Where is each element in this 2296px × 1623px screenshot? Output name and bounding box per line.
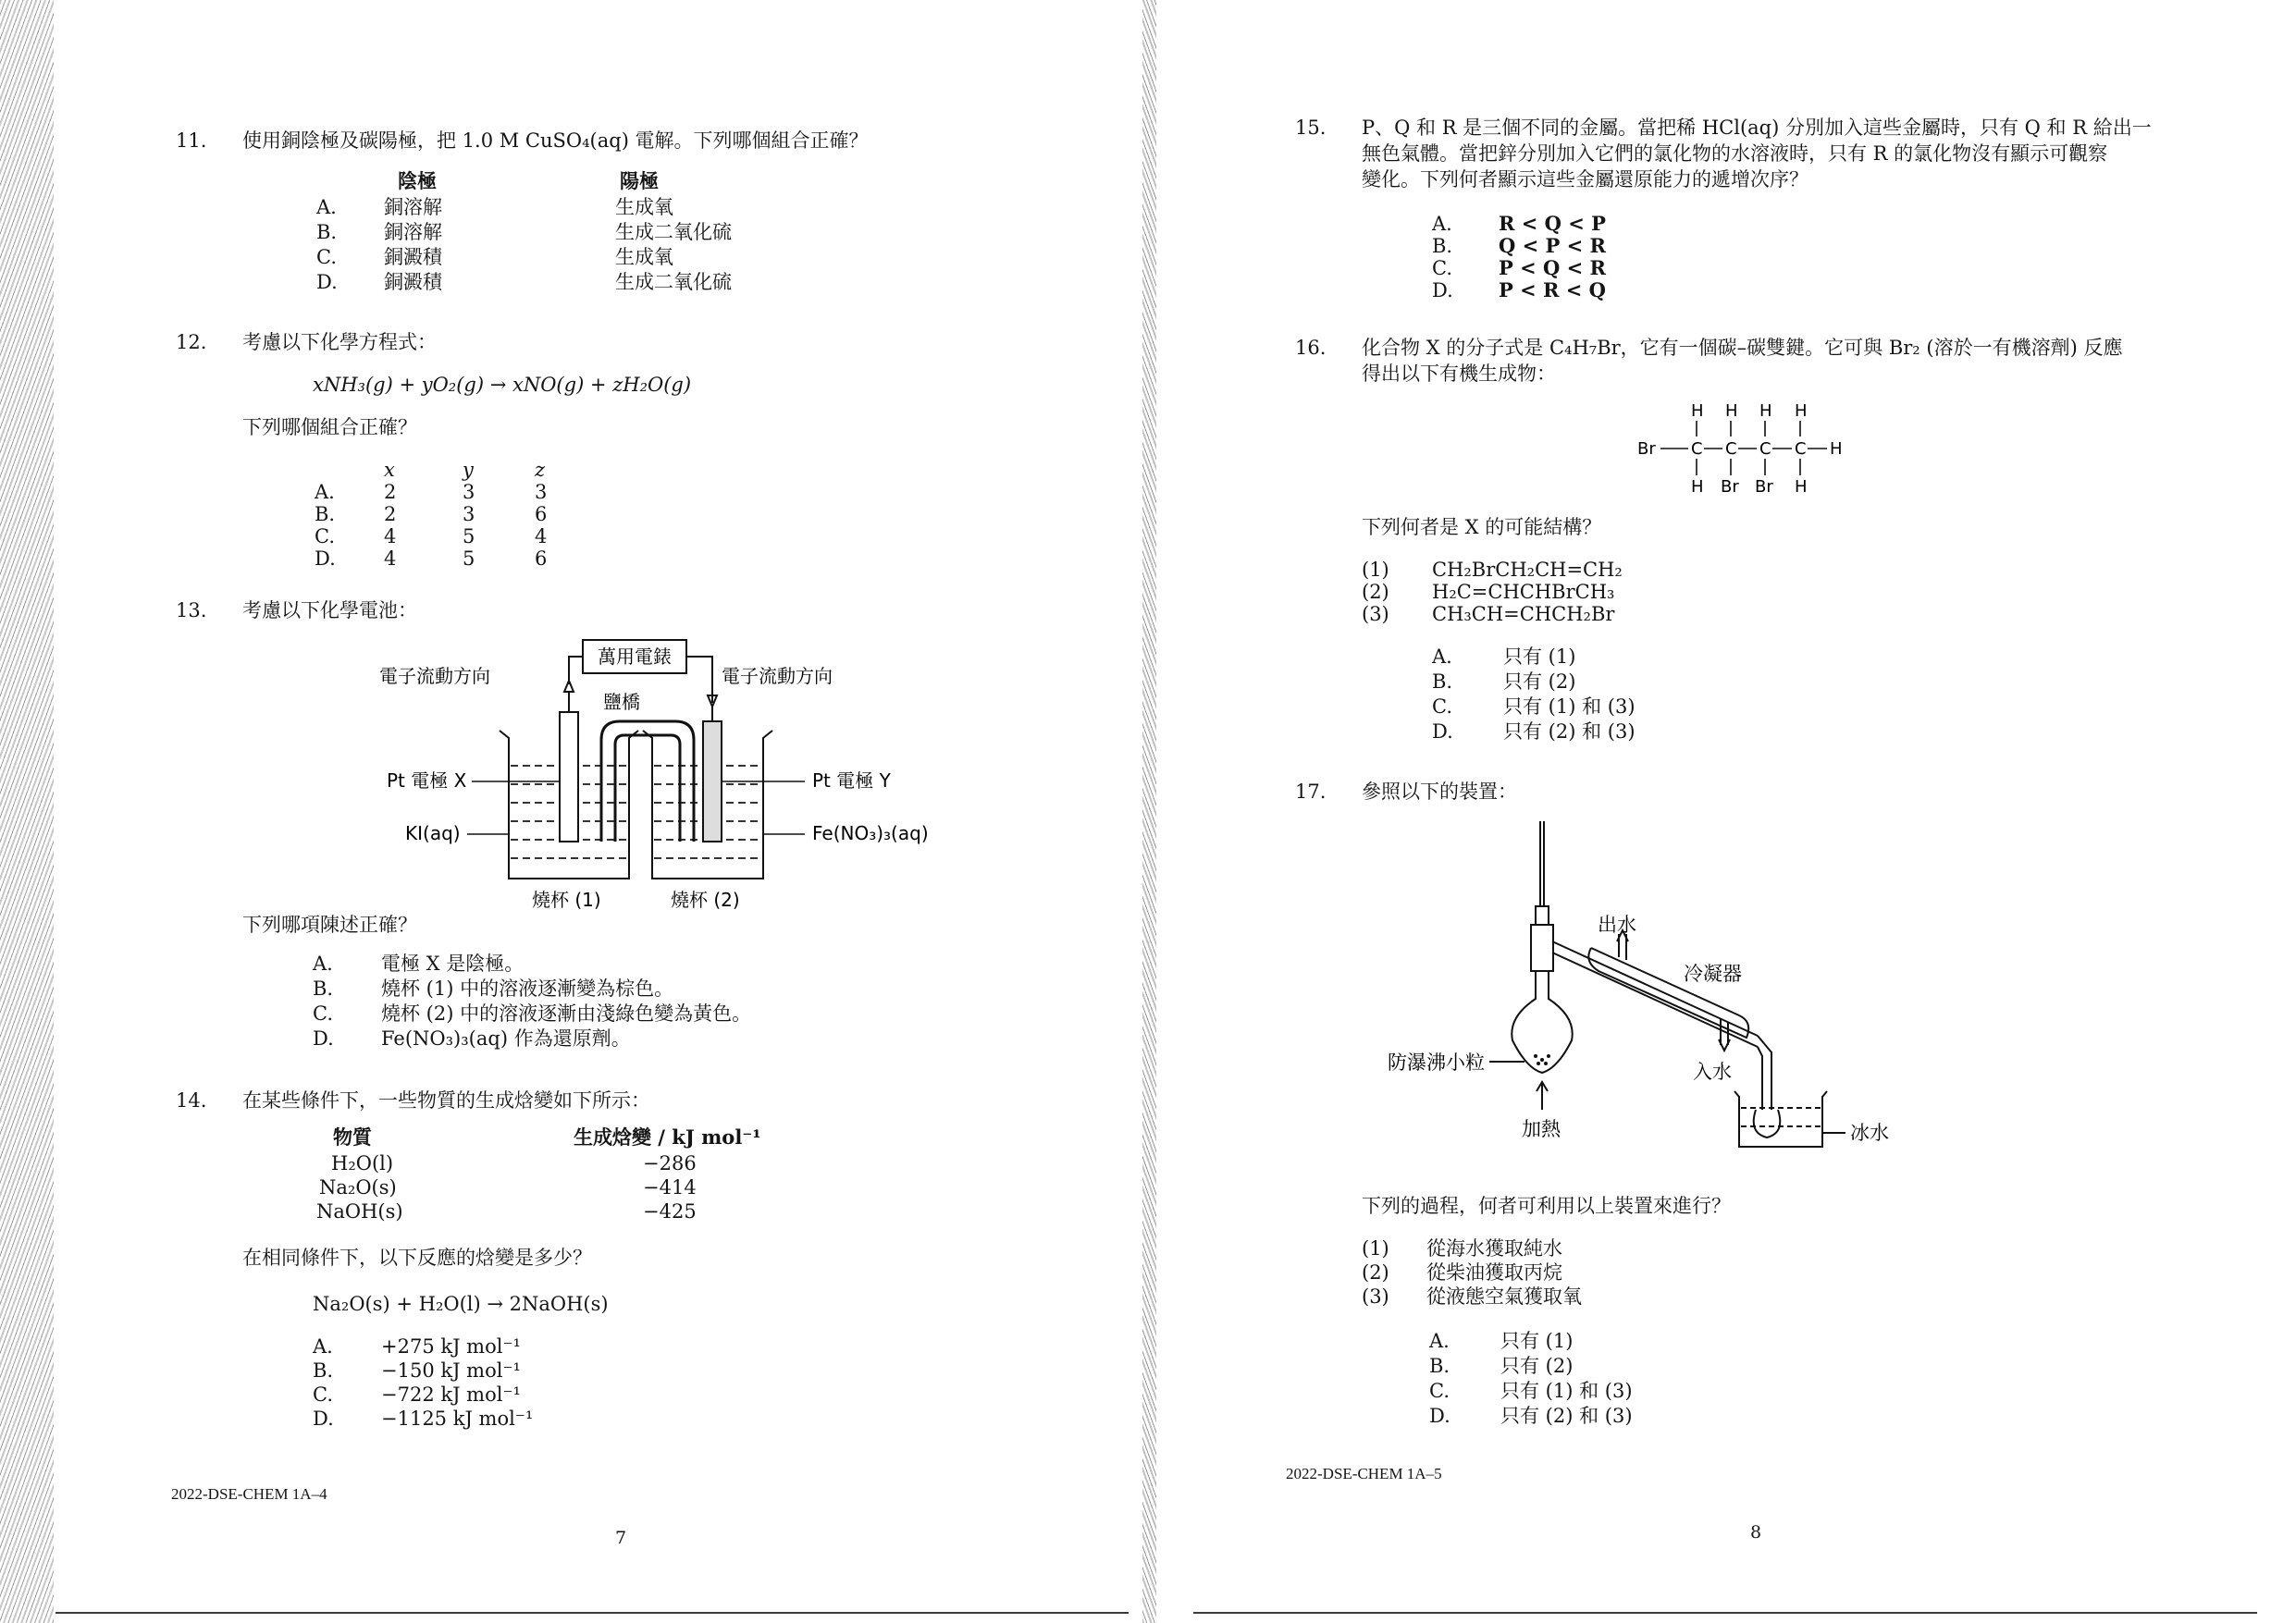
option-text: 燒杯 (2) 中的溶液逐漸由淺綠色變為黃色。 [381,1002,752,1025]
chemical-equation: Na₂O(s) + H₂O(l) → 2NaOH(s) [313,1293,609,1315]
question-number: 16. [1295,337,1327,359]
column-header-x: x [384,459,395,481]
substance: Na₂O(s) [319,1176,397,1199]
organic-structure-diagram [1637,398,1859,499]
option-label: C. [1432,695,1452,718]
option-label: C. [1429,1380,1450,1402]
question-17-options [1295,1193,2257,1443]
page-number: 8 [1750,1522,1762,1543]
option-label: B. [313,977,334,1000]
solution-left-label: KI(aq) [405,822,461,844]
heat-label: 加熱 [1522,1118,1561,1140]
value-x: 2 [384,503,397,525]
structure-carbon-4: C [1795,439,1807,459]
value-z: 6 [535,503,548,525]
option-text: 只有 (1) 和 (3) [1500,1380,1633,1402]
electron-flow-right-label: 電子流動方向 [722,665,833,687]
question-line: 無色氣體。當把鋅分別加入它們的氯化物的水溶液時，只有 R 的氯化物沒有顯示可觀察 [1362,142,2108,165]
question-number: 12. [176,331,207,353]
chemical-equation: xNH₃(g) + yO₂(g) → xNO(g) + zH₂O(g) [313,374,692,396]
question-text: 參照以下的裝置： [1362,781,1517,803]
question-number: 11. [176,129,207,152]
option-label: A. [1432,646,1452,668]
arrow-up-icon [564,681,574,692]
water-in-label: 入水 [1693,1061,1732,1083]
question-line: 變化。下列何者顯示這些金屬還原能力的遞增次序？ [1362,168,1808,191]
process-label: (3) [1362,1285,1389,1308]
enthalpy-value: −425 [643,1200,697,1223]
question-number: 15. [1295,117,1327,139]
apparatus-drawing [1489,821,1845,1147]
option-text: P < Q < R [1499,256,1606,279]
scan-bottom-rule [56,1612,1129,1614]
question-13-options [176,912,1101,1060]
option-anode: 生成二氧化硫 [615,271,732,293]
option-label: B. [1432,235,1453,257]
option-label: D. [315,547,336,570]
substance: NaOH(s) [316,1200,403,1223]
structure-right-h: H [1830,439,1843,459]
question-12 [176,329,1101,579]
option-label: B. [1429,1355,1450,1377]
solution-right-label: Fe(NO₃)₃(aq) [812,822,929,844]
column-header-enthalpy: 生成焓變 / kJ mol⁻¹ [574,1125,761,1149]
option-text: 只有 (1) [1500,1330,1574,1352]
structure-top-h1: H [1691,401,1704,421]
option-text: 只有 (2) 和 (3) [1503,720,1636,743]
option-text: 只有 (1) 和 (3) [1503,695,1636,718]
structure-carbon-1: C [1691,439,1703,459]
column-header-cathode: 陰極 [398,169,437,192]
question-number: 13. [176,599,207,621]
column-header-z: z [535,459,546,481]
beaker-1-label: 燒杯 (1) [532,889,601,911]
distillation-apparatus-diagram [1388,814,1906,1184]
question-17 [1295,779,2257,816]
water-out-label: 出水 [1598,914,1636,936]
option-label: A. [316,196,337,218]
option-label: D. [313,1408,334,1430]
option-cathode: 銅溶解 [384,221,442,243]
question-prompt: 在相同條件下，以下反應的焓變是多少？ [242,1247,592,1269]
option-label: D. [1429,1405,1450,1427]
salt-bridge-label: 鹽橋 [603,691,640,713]
value-x: 2 [384,481,397,503]
value-y: 5 [463,547,475,570]
option-label: D. [316,271,338,293]
value-z: 6 [535,547,548,570]
column-header-anode: 陽極 [620,169,659,192]
process-text: 從液態空氣獲取氧 [1426,1285,1582,1308]
electrochemical-cell-diagram [370,629,944,916]
footer-code: 2022-DSE-CHEM 1A–4 [171,1485,327,1503]
option-text: −150 kJ mol⁻¹ [381,1359,521,1382]
question-prompt: 下列哪個組合正確？ [242,416,417,438]
electrode-x [560,712,578,842]
option-anode: 生成氧 [615,196,673,218]
wire-left [569,657,583,684]
option-text: 電極 X 是陰極。 [381,953,525,975]
question-15 [1295,115,2257,309]
multimeter-label: 萬用電錶 [598,646,672,668]
process-label: (2) [1362,1261,1389,1284]
option-label: C. [313,1383,333,1406]
option-label: C. [1432,257,1452,279]
option-label: D. [1432,720,1453,743]
structure-label: (3) [1362,603,1389,625]
option-text: P < R < Q [1499,278,1606,301]
option-label: C. [313,1002,333,1025]
anti-bumping-granules [1534,1054,1550,1065]
option-label: B. [315,503,336,525]
option-text: Fe(NO₃)₃(aq) 作為還原劑。 [381,1027,631,1050]
question-prompt: 下列哪項陳述正確？ [242,914,417,936]
option-text: Q < P < R [1499,234,1606,257]
option-text: 只有 (2) [1503,670,1576,693]
option-label: A. [1432,213,1452,235]
question-14 [176,1088,1101,1430]
structure-label: (2) [1362,581,1389,603]
option-label: B. [1432,670,1453,693]
question-text: 考慮以下化學電池： [242,599,417,621]
structure-carbon-2: C [1725,439,1737,459]
electrode-x-label: Pt 電極 X [387,769,467,792]
option-cathode: 銅澱積 [384,271,442,293]
structure-top-h3: H [1759,401,1772,421]
value-x: 4 [384,525,397,547]
option-text: 只有 (1) [1503,646,1576,668]
value-z: 3 [535,481,548,503]
structure-top-h2: H [1725,401,1738,421]
question-prompt: 下列何者是 X 的可能結構？ [1362,516,1602,538]
scan-shadow-left [0,0,54,1623]
enthalpy-value: −286 [643,1152,697,1174]
process-text: 從柴油獲取丙烷 [1426,1261,1562,1284]
option-label: B. [313,1359,334,1382]
structure-left-br: Br [1637,439,1656,459]
option-text: 只有 (2) 和 (3) [1500,1405,1633,1427]
structure-formula: CH₂BrCH₂CH=CH₂ [1432,559,1623,581]
option-text: R < Q < P [1499,212,1606,235]
option-label: C. [316,246,337,268]
condenser-label: 冷凝器 [1684,963,1742,985]
question-line: P、Q 和 R 是三個不同的金屬。當把稀 HCl(aq) 分別加入這些金屬時，只有 Q 和 R 給出一 [1362,117,2152,139]
structure-bottom-2: Br [1721,477,1739,497]
value-y: 3 [463,503,475,525]
footer-code: 2022-DSE-CHEM 1A–5 [1286,1465,1442,1482]
option-anode: 生成氧 [615,246,673,268]
option-label: B. [316,221,338,243]
question-line: 得出以下有機生成物： [1362,363,1556,385]
question-text: 使用銅陰極及碳陽極，把 1.0 M CuSO₄(aq) 電解。下列哪個組合正確？ [242,129,869,152]
value-z: 4 [535,525,548,547]
process-text: 從海水獲取純水 [1426,1237,1562,1260]
column-header-y: y [463,459,474,481]
option-label: A. [313,1335,333,1358]
process-label: (1) [1362,1237,1389,1260]
option-text: 只有 (2) [1500,1355,1574,1377]
column-header-substance: 物質 [333,1125,372,1149]
scan-bottom-rule [1193,1612,2257,1614]
structure-label: (1) [1362,559,1389,581]
question-text: 考慮以下化學方程式： [242,331,437,353]
option-label: A. [313,953,333,975]
page-number: 7 [615,1528,627,1548]
option-label: D. [1432,279,1453,301]
structure-carbon-3: C [1759,439,1771,459]
beaker-2-label: 燒杯 (2) [671,889,740,911]
structure-formula: H₂C=CHCHBrCH₃ [1432,581,1615,603]
option-text: 燒杯 (1) 中的溶液逐漸變為棕色。 [381,977,674,1000]
value-y: 5 [463,525,475,547]
right-page [1156,0,2296,1623]
question-text: 在某些條件下，一些物質的生成焓變如下所示： [242,1089,650,1112]
option-label: A. [1429,1330,1450,1352]
question-number: 14. [176,1089,207,1112]
option-cathode: 銅溶解 [384,196,442,218]
question-line: 化合物 X 的分子式是 C₄H₇Br，它有一個碳–碳雙鍵。它可與 Br₂ (溶於一有機溶劑) 反應 [1362,337,2123,359]
question-number: 17. [1295,781,1327,803]
option-text: +275 kJ mol⁻¹ [381,1335,521,1358]
ice-water-label: 冰水 [1850,1122,1889,1144]
structure-bottom-4: H [1795,477,1808,497]
electrode-y [703,721,722,842]
option-anode: 生成二氧化硫 [615,221,732,243]
structure-bottom-3: Br [1755,477,1773,497]
salt-bridge-tube-inner [615,735,680,842]
question-prompt: 下列的過程，何者可利用以上裝置來進行？ [1362,1195,1731,1217]
option-cathode: 銅澱積 [384,246,442,268]
electrode-y-label: Pt 電極 Y [812,769,891,792]
option-label: A. [315,481,335,503]
question-16-options [1295,514,2257,755]
question-11 [176,128,1101,313]
option-label: D. [313,1027,334,1050]
structure-top-h4: H [1795,401,1808,421]
substance: H₂O(l) [331,1152,394,1174]
option-text: −722 kJ mol⁻¹ [381,1383,521,1406]
structure-formula: CH₃CH=CHCH₂Br [1432,603,1615,625]
electron-flow-left-label: 電子流動方向 [379,665,490,687]
value-y: 3 [463,481,475,503]
structure-bottom-1: H [1691,477,1704,497]
anti-bumping-label: 防瀑沸小粒 [1388,1051,1485,1074]
value-x: 4 [384,547,397,570]
option-text: −1125 kJ mol⁻¹ [381,1408,534,1430]
enthalpy-value: −414 [643,1176,697,1199]
option-label: C. [315,525,335,547]
